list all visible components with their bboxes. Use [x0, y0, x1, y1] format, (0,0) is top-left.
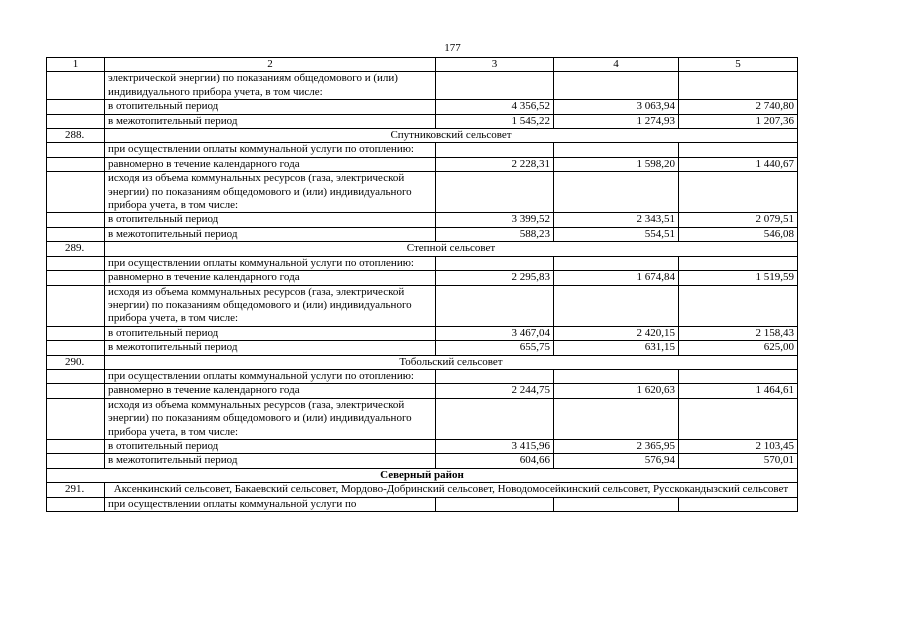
value-cell-col3: 4 356,52 [436, 100, 554, 114]
row-description: электрической энергии) по показаниям общедомового и (или) индивидуального прибора учета, в том числе: [105, 72, 436, 100]
value-cell-col3: 655,75 [436, 341, 554, 355]
row-description: в межотопительный период [105, 454, 436, 468]
value-cell-col5: 1 440,67 [679, 157, 798, 171]
value-cell-col4 [554, 143, 679, 157]
table-row [47, 157, 798, 171]
row-number [47, 213, 105, 227]
row-description: при осуществлении оплаты коммунальной услуги по отоплению: [105, 143, 436, 157]
row-description: исходя из объема коммунальных ресурсов (газа, электрической энергии) по показаниям общедомового и (или) индивидуального прибора учета, в том числе: [105, 172, 436, 213]
value-cell-col5: 1 519,59 [679, 271, 798, 285]
row-number [47, 454, 105, 468]
section-title: Аксенкинский сельсовет, Бакаевский сельсовет, Мордово-Добринский сельсовет, Новодомосейкинский сельсовет, Русскокандызский сельсовет [105, 483, 798, 497]
value-cell-col3: 3 399,52 [436, 213, 554, 227]
row-number: 290. [47, 355, 105, 369]
row-number: 288. [47, 129, 105, 143]
row-number [47, 172, 105, 213]
value-cell-col3: 604,66 [436, 454, 554, 468]
value-cell-col4: 1 674,84 [554, 271, 679, 285]
row-description: при осуществлении оплаты коммунальной услуги по [105, 497, 436, 511]
table-row [47, 341, 798, 355]
value-cell-col4: 2 343,51 [554, 213, 679, 227]
value-cell-col3 [436, 497, 554, 511]
table-row [47, 213, 798, 227]
district-title: Северный район [47, 468, 798, 482]
section-row [47, 129, 798, 143]
value-cell-col5: 1 464,61 [679, 384, 798, 398]
value-cell-col4 [554, 497, 679, 511]
row-number [47, 497, 105, 511]
row-description: равномерно в течение календарного года [105, 271, 436, 285]
value-cell-col3 [436, 369, 554, 383]
header-cell-1: 1 [47, 58, 105, 72]
table-row [47, 398, 798, 439]
value-cell-col3 [436, 172, 554, 213]
value-cell-col4: 2 420,15 [554, 326, 679, 340]
section-title: Тобольский сельсовет [105, 355, 798, 369]
table-row [47, 143, 798, 157]
value-cell-col5: 2 158,43 [679, 326, 798, 340]
row-description: исходя из объема коммунальных ресурсов (газа, электрической энергии) по показаниям общедомового и (или) индивидуального прибора учета, в том числе: [105, 285, 436, 326]
header-row [47, 58, 798, 72]
value-cell-col3: 1 545,22 [436, 114, 554, 128]
table-row [47, 326, 798, 340]
value-cell-col4 [554, 285, 679, 326]
section-title: Спутниковский сельсовет [105, 129, 798, 143]
value-cell-col5: 625,00 [679, 341, 798, 355]
row-number [47, 100, 105, 114]
value-cell-col3 [436, 72, 554, 100]
row-number [47, 72, 105, 100]
value-cell-col3: 3 415,96 [436, 439, 554, 453]
value-cell-col3: 588,23 [436, 227, 554, 241]
value-cell-col4 [554, 72, 679, 100]
header-cell-2: 2 [105, 58, 436, 72]
page-number: 177 [444, 42, 461, 54]
value-cell-col3 [436, 285, 554, 326]
section-row [47, 355, 798, 369]
row-description: при осуществлении оплаты коммунальной услуги по отоплению: [105, 256, 436, 270]
section-title: Степной сельсовет [105, 242, 798, 256]
row-description: в отопительный период [105, 439, 436, 453]
header-cell-5: 5 [679, 58, 798, 72]
value-cell-col3: 2 295,83 [436, 271, 554, 285]
row-number [47, 227, 105, 241]
row-number: 289. [47, 242, 105, 256]
value-cell-col5: 570,01 [679, 454, 798, 468]
row-number [47, 271, 105, 285]
row-description: в отопительный период [105, 213, 436, 227]
table-row [47, 172, 798, 213]
table-row [47, 227, 798, 241]
table-row [47, 454, 798, 468]
value-cell-col4: 1 274,93 [554, 114, 679, 128]
row-number [47, 439, 105, 453]
table-row [47, 439, 798, 453]
table-row [47, 256, 798, 270]
value-cell-col4: 1 598,20 [554, 157, 679, 171]
table-row [47, 271, 798, 285]
row-description: в межотопительный период [105, 227, 436, 241]
value-cell-col4 [554, 172, 679, 213]
value-cell-col4: 2 365,95 [554, 439, 679, 453]
value-cell-col5: 546,08 [679, 227, 798, 241]
header-cell-4: 4 [554, 58, 679, 72]
row-number [47, 157, 105, 171]
row-number [47, 114, 105, 128]
value-cell-col3: 2 228,31 [436, 157, 554, 171]
row-description: в отопительный период [105, 326, 436, 340]
table-body [47, 72, 798, 512]
value-cell-col5: 2 740,80 [679, 100, 798, 114]
value-cell-col5 [679, 369, 798, 383]
row-number [47, 326, 105, 340]
value-cell-col4 [554, 256, 679, 270]
row-description: в межотопительный период [105, 114, 436, 128]
value-cell-col5: 2 079,51 [679, 213, 798, 227]
table-row [47, 285, 798, 326]
value-cell-col4: 1 620,63 [554, 384, 679, 398]
section-row [47, 483, 798, 497]
table-row [47, 100, 798, 114]
row-number [47, 398, 105, 439]
row-number [47, 143, 105, 157]
row-description: равномерно в течение календарного года [105, 157, 436, 171]
value-cell-col5 [679, 143, 798, 157]
table-row [47, 72, 798, 100]
value-cell-col5 [679, 497, 798, 511]
value-cell-col3: 3 467,04 [436, 326, 554, 340]
row-description: в межотопительный период [105, 341, 436, 355]
value-cell-col5: 1 207,36 [679, 114, 798, 128]
value-cell-col5 [679, 172, 798, 213]
table-row [47, 114, 798, 128]
row-description: равномерно в течение календарного года [105, 384, 436, 398]
table-row [47, 497, 798, 511]
value-cell-col4: 631,15 [554, 341, 679, 355]
value-cell-col5 [679, 285, 798, 326]
value-cell-col5: 2 103,45 [679, 439, 798, 453]
value-cell-col3 [436, 143, 554, 157]
row-description: при осуществлении оплаты коммунальной услуги по отоплению: [105, 369, 436, 383]
value-cell-col4: 576,94 [554, 454, 679, 468]
table-row [47, 384, 798, 398]
district-row [47, 468, 798, 482]
row-number [47, 384, 105, 398]
value-cell-col4: 3 063,94 [554, 100, 679, 114]
row-number [47, 369, 105, 383]
value-cell-col5 [679, 398, 798, 439]
value-cell-col3 [436, 256, 554, 270]
row-description: исходя из объема коммунальных ресурсов (газа, электрической энергии) по показаниям общедомового и (или) индивидуального прибора учета, в том числе: [105, 398, 436, 439]
value-cell-col4 [554, 369, 679, 383]
header-cell-3: 3 [436, 58, 554, 72]
value-cell-col3: 2 244,75 [436, 384, 554, 398]
tariff-table [46, 57, 798, 512]
table-row [47, 369, 798, 383]
value-cell-col3 [436, 398, 554, 439]
value-cell-col5 [679, 256, 798, 270]
row-number: 291. [47, 483, 105, 497]
section-row [47, 242, 798, 256]
row-number [47, 341, 105, 355]
row-number [47, 285, 105, 326]
row-number [47, 256, 105, 270]
value-cell-col4: 554,51 [554, 227, 679, 241]
value-cell-col4 [554, 398, 679, 439]
value-cell-col5 [679, 72, 798, 100]
row-description: в отопительный период [105, 100, 436, 114]
